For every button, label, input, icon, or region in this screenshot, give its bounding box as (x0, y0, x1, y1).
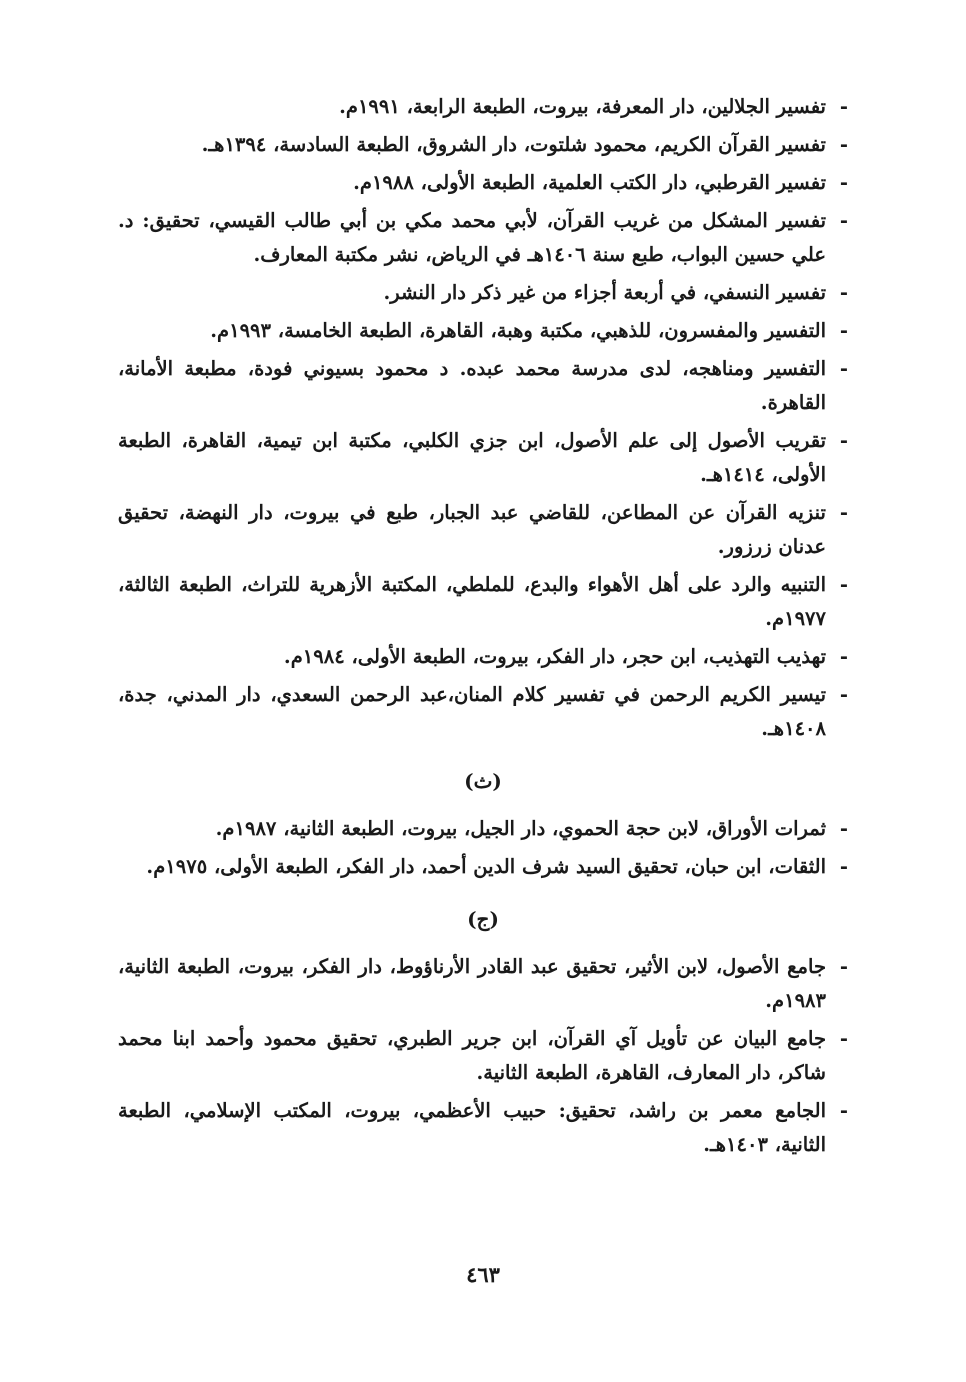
entry-dash: - (839, 209, 848, 232)
bibliography-entry (118, 496, 848, 564)
bibliography-entry (118, 204, 848, 272)
entry-text: تهذيب التهذيب، ابن حجر، دار الفكر، بيروت، الطبعة الأولى، ١٩٨٤م. (283, 645, 826, 668)
entry-text: تفسير المشكل من غريب القرآن، لأبي محمد مكي بن أبي طالب القيسي، تحقيق: د. علي حسين البواب، طبع سنة ١٤٠٦هـ في الرياض، نشر مكتبة المعارف. (118, 209, 826, 266)
bibliography-entry (118, 276, 848, 310)
entry-dash: - (839, 319, 848, 342)
entry-dash: - (839, 501, 848, 524)
bibliography-entry (118, 128, 848, 162)
bibliography-entry (118, 1022, 848, 1090)
entry-text: التفسير والمفسرون، للذهبي، مكتبة وهبة، القاهرة، الطبعة الخامسة، ١٩٩٣م. (210, 319, 826, 342)
bibliography-entry (118, 568, 848, 636)
entry-text: ثمرات الأوراق، لابن حجة الحموي، دار الجيل، بيروت، الطبعة الثانية، ١٩٨٧م. (215, 817, 826, 840)
entry-dash: - (839, 645, 848, 668)
entry-text: الجامع معمر بن راشد، تحقيق: حبيب الأعظمي، بيروت، المكتب الإسلامي، الطبعة الثانية، ١٤٠٣هـ. (118, 1099, 826, 1156)
bibliography-entry (118, 352, 848, 420)
entry-dash: - (839, 955, 848, 978)
bibliography-entry (118, 640, 848, 674)
entry-dash: - (839, 429, 848, 452)
section-jim (118, 902, 848, 1162)
entry-text: تفسير الجلالين، دار المعرفة، بيروت، الطبعة الرابعة، ١٩٩١م. (339, 95, 826, 118)
section-ta (118, 90, 848, 746)
bibliography-entry (118, 850, 848, 884)
entry-dash: - (839, 95, 848, 118)
bibliography-page (118, 90, 848, 1166)
bibliography-entry (118, 90, 848, 124)
bibliography-entry (118, 812, 848, 846)
entry-dash: - (839, 133, 848, 156)
bibliography-entry (118, 950, 848, 1018)
entry-text: التفسير ومناهجه، لدى مدرسة محمد عبده. د محمود بسيوني فودة، مطبعة الأمانة، القاهرة. (118, 357, 826, 414)
entry-text: تقريب الأصول إلى علم الأصول، ابن جزي الكلبي، مكتبة ابن تيمية، القاهرة، الطبعة الأولى، ١٤١٤هـ. (118, 429, 826, 486)
entry-text: جامع البيان عن تأويل آي القرآن، ابن جرير الطبري، تحقيق محمود وأحمد ابنا محمد شاكر، دار المعارف، القاهرة، الطبعة الثانية. (118, 1027, 826, 1084)
entry-dash: - (839, 855, 848, 878)
entry-text: تفسير القرطبي، دار الكتب العلمية، الطبعة الأولى، ١٩٨٨م. (353, 171, 826, 194)
section-heading: (ث) (464, 769, 502, 793)
entry-dash: - (839, 573, 848, 596)
entry-text: التنبيه والرد على أهل الأهواء والبدع، للملطي، المكتبة الأزهرية للتراث، الطبعة الثالثة، ١٩٧٧م. (118, 573, 826, 630)
section-heading: (ج) (467, 907, 499, 931)
entry-dash: - (839, 1027, 848, 1050)
entry-dash: - (839, 817, 848, 840)
bibliography-entry (118, 424, 848, 492)
entry-dash: - (839, 1099, 848, 1122)
entry-text: تنزيه القرآن عن المطاعن، للقاضي عبد الجبار، طبع في بيروت، دار النهضة، تحقيق عدنان زرزور. (118, 501, 826, 558)
entry-dash: - (839, 281, 848, 304)
bibliography-entry (118, 1094, 848, 1162)
entry-dash: - (839, 683, 848, 706)
bibliography-entry (118, 166, 848, 200)
entry-text: تيسير الكريم الرحمن في تفسير كلام المنان،عبد الرحمن السعدي، دار المدني، جدة، ١٤٠٨هـ. (118, 683, 826, 740)
section-tha (118, 764, 848, 884)
bibliography-entry (118, 314, 848, 348)
entry-text: الثقات، ابن حبان، تحقيق السيد شرف الدين أحمد، دار الفكر، الطبعة الأولى، ١٩٧٥م. (146, 855, 826, 878)
entry-dash: - (839, 171, 848, 194)
entry-text: تفسير القرآن الكريم، محمود شلتوت، دار الشروق، الطبعة السادسة، ١٣٩٤هـ. (201, 133, 826, 156)
entry-dash: - (839, 357, 848, 380)
entry-text: تفسير النسفي، في أربعة أجزاء من غير ذكر دار النشر. (383, 281, 826, 304)
page-number: ٤٦٣ (466, 1262, 500, 1287)
bibliography-entry (118, 678, 848, 746)
entry-text: جامع الأصول، لابن الأثير، تحقيق عبد القادر الأرناؤوط، دار الفكر، بيروت، الطبعة الثانية، ١٩٨٣م. (118, 955, 826, 1012)
